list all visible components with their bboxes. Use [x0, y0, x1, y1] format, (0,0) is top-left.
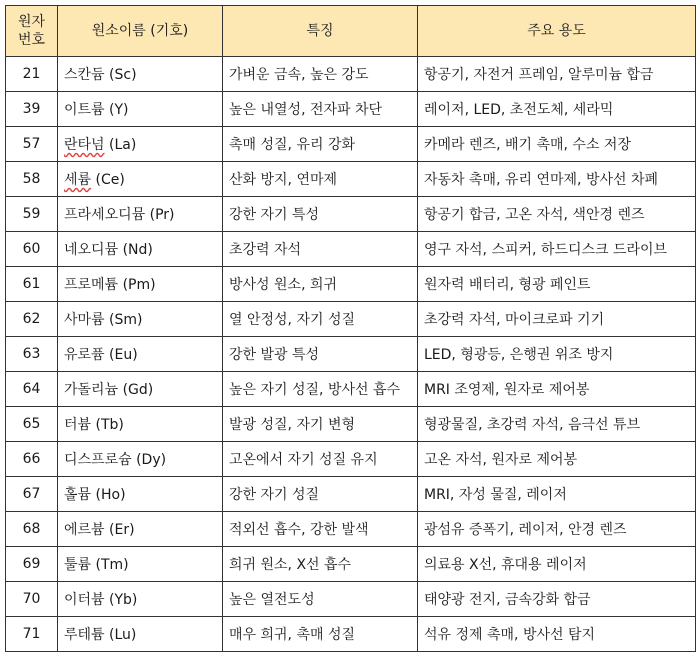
features-cell: 발광 성질, 자기 변형 [223, 407, 418, 442]
uses-cell: 형광물질, 초강력 자석, 음극선 튜브 [418, 407, 696, 442]
element-symbol: (Lu) [109, 627, 137, 643]
atomic-number-cell: 70 [6, 582, 58, 617]
header-element-name: 원소이름 (기호) [58, 6, 223, 57]
uses-cell: 초강력 자석, 마이크로파 기기 [418, 302, 696, 337]
element-name-cell [58, 127, 223, 162]
element-symbol: (Ho) [95, 487, 126, 503]
features-cell: 방사성 원소, 희귀 [223, 267, 418, 302]
element-symbol: (La) [109, 137, 137, 153]
table-row [6, 92, 696, 127]
atomic-number-cell: 65 [6, 407, 58, 442]
element-name-cell [58, 617, 223, 652]
table-row [6, 442, 696, 477]
table-row [6, 57, 696, 92]
element-name-cell [58, 547, 223, 582]
table-row [6, 512, 696, 547]
atomic-number-cell: 59 [6, 197, 58, 232]
uses-cell: 의료용 X선, 휴대용 레이저 [418, 547, 696, 582]
table-row [6, 477, 696, 512]
table-row [6, 547, 696, 582]
atomic-number-cell: 67 [6, 477, 58, 512]
element-name: 란타넘 [64, 137, 105, 153]
element-symbol: (Sm) [109, 312, 143, 328]
header-uses: 주요 용도 [418, 6, 696, 57]
table-row [6, 372, 696, 407]
atomic-number-cell: 21 [6, 57, 58, 92]
table-row [6, 407, 696, 442]
features-cell: 적외선 흡수, 강한 발색 [223, 512, 418, 547]
element-name: 세륨 [64, 172, 92, 188]
element-name: 프라세오디뮴 [64, 207, 146, 223]
element-name-cell [58, 512, 223, 547]
atomic-number-cell: 62 [6, 302, 58, 337]
atomic-number-cell: 39 [6, 92, 58, 127]
element-symbol: (Er) [109, 522, 135, 538]
element-name: 툴륨 [64, 557, 92, 573]
features-cell: 고온에서 자기 성질 유지 [223, 442, 418, 477]
table-row [6, 197, 696, 232]
table-row [6, 302, 696, 337]
element-name: 사마륨 [64, 312, 105, 328]
rare-earth-table-container [5, 5, 695, 652]
element-name-cell [58, 232, 223, 267]
uses-cell: LED, 형광등, 은행권 위조 방지 [418, 337, 696, 372]
atomic-number-cell: 69 [6, 547, 58, 582]
atomic-number-cell: 57 [6, 127, 58, 162]
element-symbol: (Tm) [95, 557, 129, 573]
header-features: 특징 [223, 6, 418, 57]
element-name: 홀뮴 [64, 487, 92, 503]
uses-cell: MRI, 자성 물질, 레이저 [418, 477, 696, 512]
atomic-number-cell: 71 [6, 617, 58, 652]
features-cell: 열 안정성, 자기 성질 [223, 302, 418, 337]
header-atomic-number-line1: 원자 [17, 14, 46, 30]
element-name: 가돌리늄 [64, 382, 119, 398]
element-symbol: (Sc) [109, 67, 137, 83]
features-cell: 강한 자기 성질 [223, 477, 418, 512]
element-symbol: (Eu) [109, 347, 138, 363]
uses-cell: 카메라 렌즈, 배기 촉매, 수소 저장 [418, 127, 696, 162]
uses-cell: 광섬유 증폭기, 레이저, 안경 렌즈 [418, 512, 696, 547]
element-name: 스칸듐 [64, 67, 105, 83]
table-header [6, 6, 696, 57]
element-symbol: (Tb) [95, 417, 124, 433]
atomic-number-cell: 63 [6, 337, 58, 372]
element-symbol: (Yb) [109, 592, 138, 608]
uses-cell: 자동차 촉매, 유리 연마제, 방사선 차폐 [418, 162, 696, 197]
element-name: 이터븀 [64, 592, 105, 608]
features-cell: 가벼운 금속, 높은 강도 [223, 57, 418, 92]
element-name: 루테튬 [64, 627, 105, 643]
uses-cell: 레이저, LED, 초전도체, 세라믹 [418, 92, 696, 127]
atomic-number-cell: 58 [6, 162, 58, 197]
atomic-number-cell: 64 [6, 372, 58, 407]
table-row [6, 232, 696, 267]
atomic-number-cell: 66 [6, 442, 58, 477]
uses-cell: 영구 자석, 스피커, 하드디스크 드라이브 [418, 232, 696, 267]
table-row [6, 267, 696, 302]
element-symbol: (Pr) [149, 207, 175, 223]
features-cell: 희귀 원소, X선 흡수 [223, 547, 418, 582]
element-name-cell [58, 267, 223, 302]
table-row [6, 337, 696, 372]
features-cell: 산화 방지, 연마제 [223, 162, 418, 197]
element-symbol: (Nd) [122, 242, 153, 258]
element-name-cell [58, 407, 223, 442]
uses-cell: 원자력 배터리, 형광 페인트 [418, 267, 696, 302]
element-symbol: (Dy) [136, 452, 167, 468]
atomic-number-cell: 61 [6, 267, 58, 302]
element-name-cell [58, 197, 223, 232]
element-name-cell [58, 162, 223, 197]
element-name-cell [58, 92, 223, 127]
element-name: 이트륨 [64, 102, 105, 118]
element-name: 프로메튬 [64, 277, 119, 293]
uses-cell: 석유 정제 촉매, 방사선 탐지 [418, 617, 696, 652]
element-symbol: (Y) [109, 102, 129, 118]
table-body [6, 57, 696, 652]
element-symbol: (Gd) [122, 382, 154, 398]
element-name-cell [58, 302, 223, 337]
uses-cell: 고온 자석, 원자로 제어봉 [418, 442, 696, 477]
rare-earth-table [5, 5, 696, 652]
element-name-cell [58, 582, 223, 617]
element-name-cell [58, 57, 223, 92]
table-row [6, 617, 696, 652]
features-cell: 높은 내열성, 전자파 차단 [223, 92, 418, 127]
features-cell: 높은 열전도성 [223, 582, 418, 617]
element-name: 네오디뮴 [64, 242, 119, 258]
features-cell: 높은 자기 성질, 방사선 흡수 [223, 372, 418, 407]
features-cell: 초강력 자석 [223, 232, 418, 267]
features-cell: 강한 발광 특성 [223, 337, 418, 372]
table-row [6, 582, 696, 617]
uses-cell: 항공기 합금, 고온 자석, 색안경 렌즈 [418, 197, 696, 232]
element-name-cell [58, 477, 223, 512]
features-cell: 매우 희귀, 촉매 성질 [223, 617, 418, 652]
header-atomic-number-line2: 번호 [17, 32, 46, 48]
atomic-number-cell: 68 [6, 512, 58, 547]
element-name: 터븀 [64, 417, 92, 433]
uses-cell: MRI 조영제, 원자로 제어봉 [418, 372, 696, 407]
header-atomic-number [6, 6, 58, 57]
table-row [6, 162, 696, 197]
table-row [6, 127, 696, 162]
atomic-number-cell: 60 [6, 232, 58, 267]
element-name: 에르븀 [64, 522, 105, 538]
element-name-cell [58, 372, 223, 407]
header-row [6, 6, 696, 57]
features-cell: 강한 자기 특성 [223, 197, 418, 232]
element-name: 디스프로슘 [64, 452, 132, 468]
uses-cell: 태양광 전지, 금속강화 합금 [418, 582, 696, 617]
uses-cell: 항공기, 자전거 프레임, 알루미늄 합금 [418, 57, 696, 92]
features-cell: 촉매 성질, 유리 강화 [223, 127, 418, 162]
element-symbol: (Ce) [95, 172, 125, 188]
element-name-cell [58, 337, 223, 372]
element-symbol: (Pm) [122, 277, 156, 293]
element-name: 유로퓸 [64, 347, 105, 363]
element-name-cell [58, 442, 223, 477]
